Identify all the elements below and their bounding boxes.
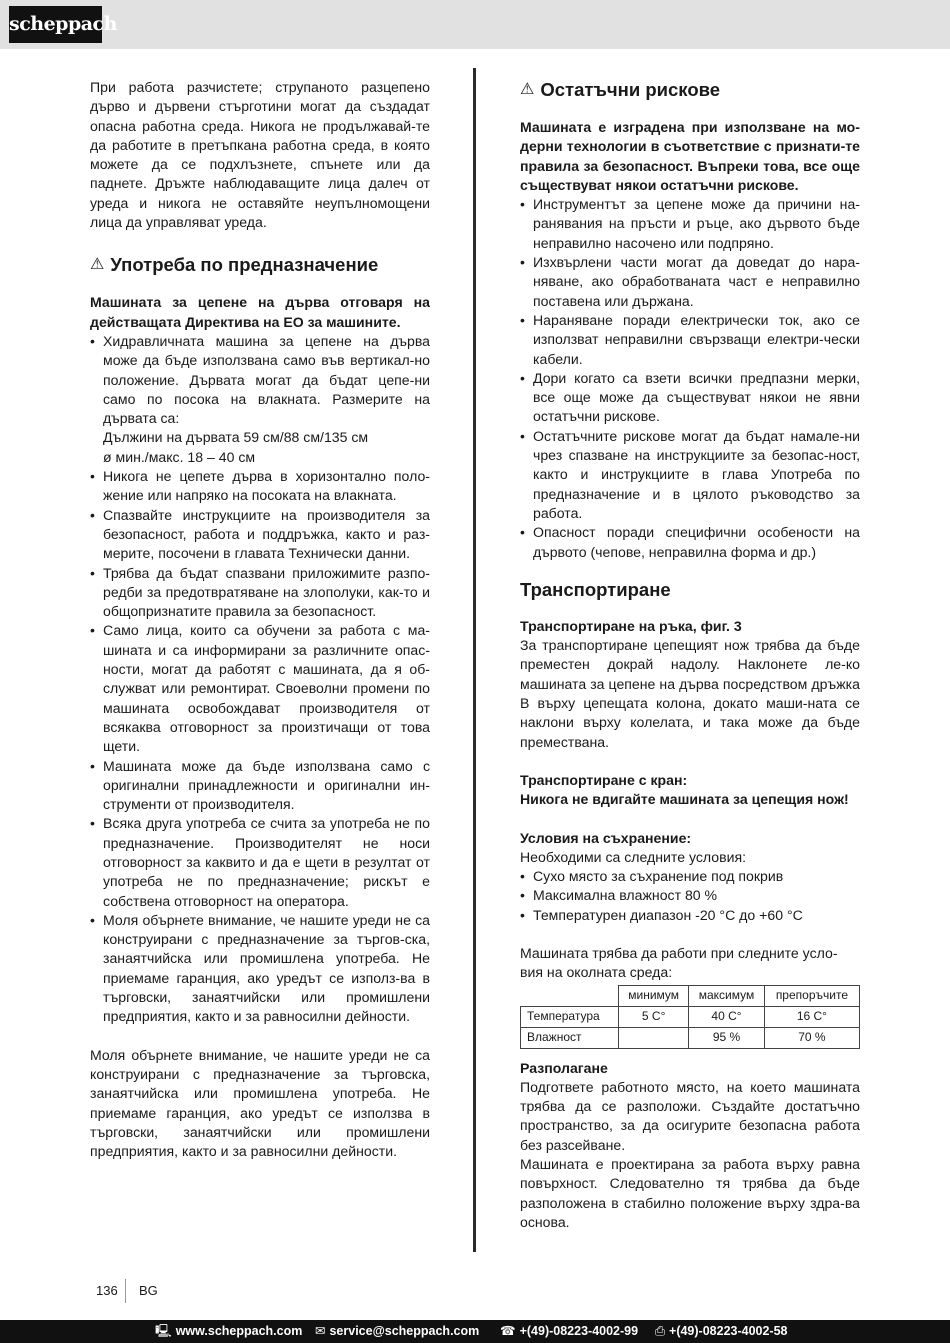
footer-phone: ☎ +(49)-08223-4002-99 (500, 1320, 638, 1343)
table-header-row (521, 985, 860, 1006)
table-row (521, 1027, 860, 1048)
footer-bar (0, 1320, 950, 1343)
row-label: Температура (521, 1006, 619, 1027)
table-header: максимум (689, 985, 765, 1006)
intended-use-list (90, 332, 430, 1027)
crane-transport-text: Никога не вдигайте машината за цепещия нож! (520, 791, 849, 808)
environment-table (520, 985, 860, 1049)
list-item: • Всяка друга употреба се счита за употреба не по предназначение. Производителят не носи отговорност за каквито и да е щети в резултат от употреба не по предназначение; рискът е собствена отговорност на оператора. (90, 814, 430, 910)
list-item: • Само лица, които са обучени за работа с ма-шината и са информирани за различните опас-ности, могат да работят с машината, да я об-служват или ремонтират. Своеволни промени по машината освобождават производителя от всякаква отговорност за произтичащи от това щети. (90, 621, 430, 756)
warning-icon: ⚠ (520, 81, 535, 98)
header-bar (0, 0, 950, 49)
table-header: препоръчите (764, 985, 859, 1006)
hand-transport-text: За транспортиране цепещият нож трябва да бъде преместен докрай надолу. Наклонете ле-ко машината за цепене на дърва посредством дръжка В върху цепещата колона, докато маши-ната се наклони върху колелата, и така може да бъде премествана. (520, 637, 860, 750)
environment-intro: Машината трябва да работи при следните усло-вия на околната среда: (520, 944, 838, 981)
list-item: • Моля обърнете внимание, че нашите уреди не са конструирани с предназначение за търгов-ска, занаятчийска или промишлена употреба. Не приемаме гаранция, ако уредът се използ-ва в търговски, занаятчийски или промишлени предприятия, както и за равносилни дейности. (90, 911, 430, 1027)
intended-use-lead: Машината за цепене на дърва отговаря на действащата Директива на ЕО за машините. (90, 294, 430, 330)
list-item: • Хидравличната машина за цепене на дърва може да бъде използвана само във вертикал-но положение. Дървата могат да бъдат цепе-ни само по посока на влакната. Размерите на дървата са: Дължини на дървата 59 см/88 см/135 см ø мин./макс. 18 – 40 см (90, 332, 430, 467)
intro-paragraph: При работа разчистете; струпаното разцепено дърво и дървени стърготини могат да създадат опасна работна среда. Никога не продължавай-те да работите в претъпкана работна среда, в която можете да се подхлъзнете, спънете или да паднете. Дръжте наблюдаващите лица далеч от уреда и никога не оставяйте неупълномощени лица да управляват уреда. (90, 79, 430, 231)
residual-risks-heading: ⚠ Остатъчни рискове (520, 79, 721, 100)
list-item: • Изхвърлени части могат да доведат до нара-няване, ако обработваната част е неправилно поставена или държана. (520, 253, 860, 311)
residual-risks-list (520, 195, 860, 562)
list-item: • Сухо място за съхранение под покрив (520, 867, 860, 886)
footer-fax: ⎙ +(49)-08223-4002-58 (655, 1320, 788, 1343)
dims-diameter: ø мин./макс. 18 – 40 см (103, 448, 256, 465)
table-row (521, 1006, 860, 1027)
column-divider (473, 68, 476, 1252)
intended-use-heading: ⚠ Употреба по предназначение (90, 254, 379, 276)
transport-heading: Транспортиране (520, 578, 671, 600)
storage-intro: Необходими са следните условия: (520, 848, 747, 865)
placement-title: Разполагане (520, 1059, 608, 1076)
list-item: • Дори когато са взети всички предпазни мерки, все още може да съществуват някои не явни остатъчни рискове. (520, 369, 860, 427)
left-column (90, 78, 430, 1161)
table-cell: 95 % (689, 1027, 765, 1048)
residual-risks-lead: Машината е изградена при използване на мо-дерни технологии в съответствие с признати-те правила за безопасност. Въпреки това, все още съществуват някои остатъчни рискове. (520, 119, 860, 193)
list-item: • Температурен диапазон -20 °C до +60 °C (520, 906, 860, 925)
list-item: • Машината може да бъде използвана само с оригинални принадлежности и оригинални ин-струменти от производителя. (90, 757, 430, 815)
row-label: Влажност (521, 1027, 619, 1048)
hand-transport-title: Транспортиране на ръка, фиг. 3 (520, 617, 742, 634)
right-column (520, 78, 860, 1232)
list-item: • Опасност поради специфични особености на дървото (чепове, неправилна форма и др.) (520, 523, 860, 562)
storage-title: Условия на съхранение: (520, 829, 692, 846)
table-cell: 5 C° (619, 1006, 689, 1027)
table-header: минимум (619, 985, 689, 1006)
list-item: • Трябва да бъдат спазвани приложимите разпо-редби за предотвратяване на злополуки, как-то и общопризнатите правила за безопасност. (90, 564, 430, 622)
list-item: • Инструментът за цепене може да причини на-ранявания на пръсти и ръце, ако дървото бъде неправилно насочено или подпряно. (520, 195, 860, 253)
storage-list (520, 867, 860, 925)
envelope-icon: ✉ (315, 1324, 326, 1338)
phone-icon: ☎ (500, 1324, 516, 1338)
placement-text-1: Подгответе работното място, на което машината трябва да се разположи. Създайте достатъчно пространство, за да осигурите безопасна работа без разсейване. (520, 1078, 860, 1153)
table-cell (619, 1027, 689, 1048)
list-item: • Спазвайте инструкциите на производителя за безопасност, работа и поддръжка, както и раз-мерите, посочени в главата Технически данни. (90, 506, 430, 564)
list-item: • Максимална влажност 80 % (520, 886, 860, 905)
page-number: 136 (96, 1283, 118, 1298)
crane-transport-title: Транспортиране с кран: (520, 771, 688, 788)
warning-icon: ⚠ (90, 256, 105, 274)
footer-email[interactable]: ✉ service@scheppach.com (315, 1320, 479, 1343)
table-cell: 40 C° (689, 1006, 765, 1027)
scheppach-logo: scheppach (9, 6, 102, 43)
page-number-separator (125, 1279, 126, 1303)
table-cell: 70 % (764, 1027, 859, 1048)
dims-lengths: Дължини на дървата 59 см/88 см/135 см (103, 429, 369, 446)
list-item: • Остатъчните рискове могат да бъдат намале-ни чрез спазване на инструкциите за безопас-ност, както и инструкциите в глава Употреба по предназначение и в цялото ръководство за работа. (520, 427, 860, 523)
monitor-icon: 🖳 (155, 1324, 172, 1338)
fax-icon: ⎙ (655, 1324, 666, 1338)
closing-paragraph: Моля обърнете внимание, че нашите уреди не са конструирани с предназначение за търговска, занаятчийска или промишлена употреба. Не приемаме гаранция, ако уредът се използва в търговски, занаятчийски или промишлени предприятия, както и за равносилни дейности. (90, 1046, 430, 1160)
list-item: • Никога не цепете дърва в хоризонтално поло-жение или напряко на посоката на влакната. (90, 467, 430, 506)
footer-web[interactable]: 🖳 www.scheppach.com (155, 1320, 302, 1343)
language-code: BG (139, 1283, 158, 1298)
placement-text-2: Машината е проектирана за работа върху равна повърхност. Следователно тя трябва да бъде разположена в стабилно положение върху здра-ва основа. (520, 1156, 860, 1230)
list-item: • Нараняване поради електрически ток, ако се използват неправилни свързващи електри-чески кабели. (520, 311, 860, 369)
table-corner (521, 985, 619, 1006)
table-cell: 16 C° (764, 1006, 859, 1027)
